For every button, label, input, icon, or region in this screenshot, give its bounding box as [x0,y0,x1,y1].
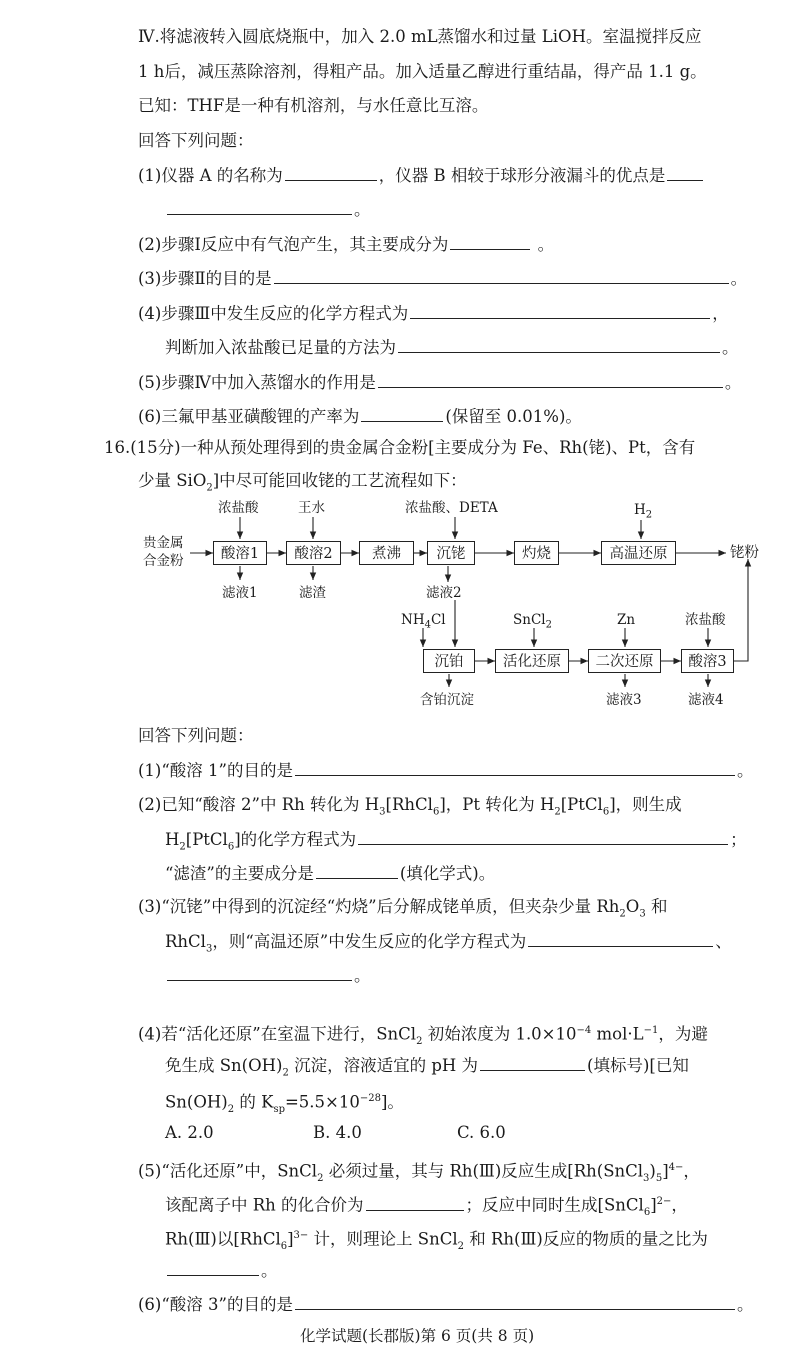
q4-text: (4)步骤Ⅲ中发生反应的化学方程式为 [138,304,409,323]
nh-text: NH [401,612,425,628]
subscript: 2 [457,1240,464,1252]
subscript: 3 [643,1172,650,1184]
subscript: 2 [317,1172,324,1184]
q16-question-4-line2 [165,1054,689,1084]
step4-line1: Ⅳ.将滤液转入圆底烧瓶中，加入 2.0 mL蒸馏水和过量 LiOH。室温搅拌反应 [138,27,702,46]
q1-text-b: ，仪器 B 相较于球形分液漏斗的优点是 [378,166,666,185]
q16-question-3-line2: RhCl$_3$，则“高温还原”中发生反应的化学方程式为 、 [165,932,732,955]
flow-out-filtrate-1: 滤液1 [222,585,258,601]
flow-step-second-reduction: 二次还原 [588,649,661,673]
q16-q4-l1-c: mol·L [591,1024,644,1044]
flow-add-sncl2 [513,612,552,634]
q4-text-b: 判断加入浓盐酸已足量的方法为 [165,338,396,357]
q16-intro-text: 少量 SiO [138,471,207,490]
q16-q6-text: (6)“酸溶 3”的目的是 [138,1295,293,1314]
flow-out-residue: 滤渣 [299,585,326,601]
q16-answer-prompt: 回答下列问题： [138,726,254,745]
cl-text: Cl [430,612,446,628]
q2-text: (2)步骤Ⅰ反应中有气泡产生，其主要成分为 [138,235,449,254]
q16-intro-line1: 16.(15分)一种从预处理得到的贵金属合金粉[主要成分为 Fe、Rh(铑)、Pt，含有 [104,438,696,457]
q5-text: (5)步骤Ⅳ中加入蒸馏水的作用是 [138,373,376,392]
q16-question-5-line4: 。 [165,1259,278,1282]
q16-q5-l3-b: ] [287,1229,294,1249]
subscript: sp [273,1103,285,1115]
sncl-text: SnCl [513,612,546,628]
subscript: 3 [205,943,213,955]
flow-step-acid-1: 酸溶1 [213,541,267,565]
subscript: 6 [280,1240,288,1252]
q16-question-5-line2 [165,1191,688,1224]
flow-add-nh4cl [401,612,446,634]
q6-text: (6)三氟甲基亚磺酸锂的产率为 [138,407,360,426]
q16-q5-l1-a: (5)“活化还原”中，SnCl [138,1161,318,1181]
q16-q4-l2-c: (填标号)[已知 [587,1056,689,1075]
superscript: 2− [656,1196,672,1207]
answer-blank[interactable] [480,1054,585,1071]
subscript: 2 [554,806,561,818]
q16-q4-l3-d: ]。 [380,1092,404,1112]
q16-q5-l2-d: ， [671,1195,688,1215]
subscript: 2 [545,619,552,631]
q16-q2-l2-a: H [165,830,180,849]
q16-question-1: (1)“酸溶 1”的目的是 。 [138,761,754,780]
superscript: 3− [293,1230,309,1241]
q16-q3-l2-a: RhCl [165,932,206,951]
flow-add-conc-hcl-2: 浓盐酸 [685,612,726,628]
q16-q2-text-e: ]，则生成 [609,795,682,814]
subscript: 3 [639,908,646,920]
flow-add-hcl-deta: 浓盐酸、DETA [405,500,498,516]
answer-blank[interactable] [295,1293,735,1310]
q16-q2-text-c: ]，Pt 转化为 H [439,795,555,814]
flow-add-aqua-regia: 王水 [298,500,325,516]
subscript: 2 [206,482,213,494]
q16-question-2 [138,794,682,823]
answer-blank[interactable] [167,964,352,981]
flow-step-acid-3: 酸溶3 [681,649,734,673]
q16-q3-l1-c: 和 [645,897,668,916]
flow-step-calcine: 灼烧 [514,541,559,565]
flow-out-filtrate-2: 滤液2 [426,585,462,601]
q16-q4-l2-b: 沉淀，溶液适宜的 pH 为 [288,1056,479,1075]
flow-input-line1: 贵金属 [143,535,184,551]
q16-question-4-options [165,1122,506,1144]
q16-q5-l1-d: ] [662,1161,669,1181]
page-footer: 化学试题(长郡版)第 6 页(共 8 页) [300,1327,535,1345]
q16-q2-text-b: [RhCl [385,795,433,814]
q16-q1-text: (1)“酸溶 1”的目的是 [138,761,293,780]
answer-blank[interactable] [528,930,713,947]
answer-blank[interactable] [316,862,398,879]
q16-q5-l2-a: 该配离子中 Rh 的化合价为 [165,1195,364,1215]
q16-q5-l1-c: ) [649,1161,656,1181]
q16-q2-l2-c: ]的化学方程式为 [234,830,357,849]
q16-q2-text-d: [PtCl [560,795,603,814]
flow-add-h2 [634,502,652,524]
h2-text: H [634,502,646,518]
q16-q4-l1-a: (4)若“活化还原”在室温下进行，SnCl [138,1024,417,1044]
subscript: 6 [643,1206,651,1218]
answer-blank[interactable] [358,828,728,845]
q16-q3-l1-a: (3)“沉铑”中得到的沉淀经“灼烧”后分解成铑单质，但夹杂少量 Rh [138,897,620,916]
flow-add-conc-hcl: 浓盐酸 [218,500,259,516]
flow-out-filtrate-3: 滤液3 [606,692,642,708]
q16-q3-l1-b: O [625,897,640,916]
flow-step-acid-2: 酸溶2 [286,541,341,565]
q16-q4-l1-d: ，为避 [658,1024,708,1044]
q16-q4-l3-c: =5.5×10 [284,1092,360,1112]
q1-text-a: (1)仪器 A 的名称为 [138,166,283,185]
flow-out-filtrate-4: 滤液4 [688,692,724,708]
subscript: 6 [227,841,235,853]
q16-q2-l3-a: “滤渣”的主要成分是 [165,864,314,883]
option-b[interactable]: B. 4.0 [313,1123,362,1142]
q3-text: (3)步骤Ⅱ的目的是 [138,269,272,288]
flow-step-boil: 煮沸 [359,541,414,565]
flow-step-precip-pt: 沉铂 [423,649,475,673]
q16-q4-l3-a: Sn(OH) [165,1092,228,1112]
q16-question-3 [138,896,667,925]
subscript: 2 [282,1067,289,1079]
superscript: −1 [643,1025,659,1036]
subscript: 6 [432,806,440,818]
flow-add-zn: Zn [617,612,636,628]
known-info: 已知：THF是一种有机溶剂，与水任意比互溶。 [138,96,489,115]
question-2: (2)步骤Ⅰ反应中有气泡产生，其主要成分为 。 [138,235,555,254]
q16-q4-l3-b: 的 K [234,1092,274,1112]
question-3: (3)步骤Ⅱ的目的是 。 [138,269,748,288]
subscript: 6 [602,806,610,818]
q16-q4-l1-b: 初始浓度为 1.0×10 [422,1024,577,1044]
answer-blank[interactable] [366,1194,464,1211]
subscript: 3 [379,806,386,818]
q16-question-5 [138,1157,700,1190]
flow-out-pt-precipitate: 含铂沉淀 [420,692,474,708]
superscript: −4 [576,1025,592,1036]
superscript: −28 [359,1093,381,1104]
option-c[interactable]: C. 6.0 [457,1123,506,1142]
subscript: 2 [645,509,653,521]
q16-q4-l2-a: 免生成 Sn(OH) [165,1056,283,1075]
q16-question-6: (6)“酸溶 3”的目的是 。 [138,1295,754,1314]
q16-question-2-line2: $H_2[PtCl_6]$的化学方程式为 ； [165,830,747,853]
q16-question-4-line3 [165,1088,404,1121]
answer-blank[interactable] [295,759,735,776]
q16-q5-l3-a: Rh(Ⅲ)以[RhCl [165,1229,281,1249]
q16-intro-text-b: ]中尽可能回收铑的工艺流程如下： [212,471,467,490]
q16-q5-l1-b: 必须过量，其与 Rh(Ⅲ)反应生成[Rh(SnCl [323,1161,644,1181]
q16-q5-l2-b: ；反应中同时生成[SnCl [465,1195,644,1215]
answer-blank[interactable] [167,1259,259,1276]
q16-q2-l3-b: (填化学式)。 [399,864,496,883]
subscript: 2 [179,841,186,853]
question-5: (5)步骤Ⅳ中加入蒸馏水的作用是 。 [138,373,742,392]
q16-q5-l3-d: 和 Rh(Ⅲ)反应的物质的量之比为 [464,1229,708,1249]
q16-question-4 [138,1020,708,1053]
option-a[interactable]: A. 2.0 [165,1123,214,1142]
flow-step-activation-reduction: 活化还原 [495,649,569,673]
q16-q2-text-a: (2)已知“酸溶 2”中 Rh 转化为 H [138,795,380,814]
q16-question-2-line3 [165,862,495,885]
superscript: 4− [668,1162,684,1173]
question-1-cont: 。 [165,198,371,221]
q16-q5-l1-e: ， [683,1161,700,1181]
flow-output-rh-powder: 铑粉 [730,545,759,561]
q16-q5-l2-c: ] [650,1195,657,1215]
q6-text-b: (保留至 0.01%)。 [445,407,582,426]
question-4: (4)步骤Ⅲ中发生反应的化学方程式为 ， [138,304,729,323]
flow-step-hightemp-reduction: 高温还原 [601,541,676,565]
subscript: 2 [416,1035,423,1047]
flow-step-precip-rh: 沉铑 [427,541,475,565]
answer-prompt: 回答下列问题： [138,131,254,150]
q16-question-5-line3 [165,1225,708,1258]
question-4-cont: 判断加入浓盐酸已足量的方法为 。 [165,338,739,357]
subscript: 4 [424,619,431,631]
q16-q2-l2-b: [PtCl [185,830,228,849]
subscript: 2 [619,908,626,920]
flow-input-line2: 合金粉 [143,553,184,569]
q16-q5-l3-c: 计，则理论上 SnCl [308,1229,458,1249]
q16-q3-l2-b: ，则“高温还原”中发生反应的化学方程式为 [212,932,527,951]
subscript: 2 [227,1103,235,1115]
subscript: 5 [655,1172,663,1184]
step4-line2: 1 h后，减压蒸除溶剂，得粗产品。加入适量乙醇进行重结晶，得产品 1.1 g。 [138,62,707,81]
q16-question-3-line3: 。 [165,964,371,987]
